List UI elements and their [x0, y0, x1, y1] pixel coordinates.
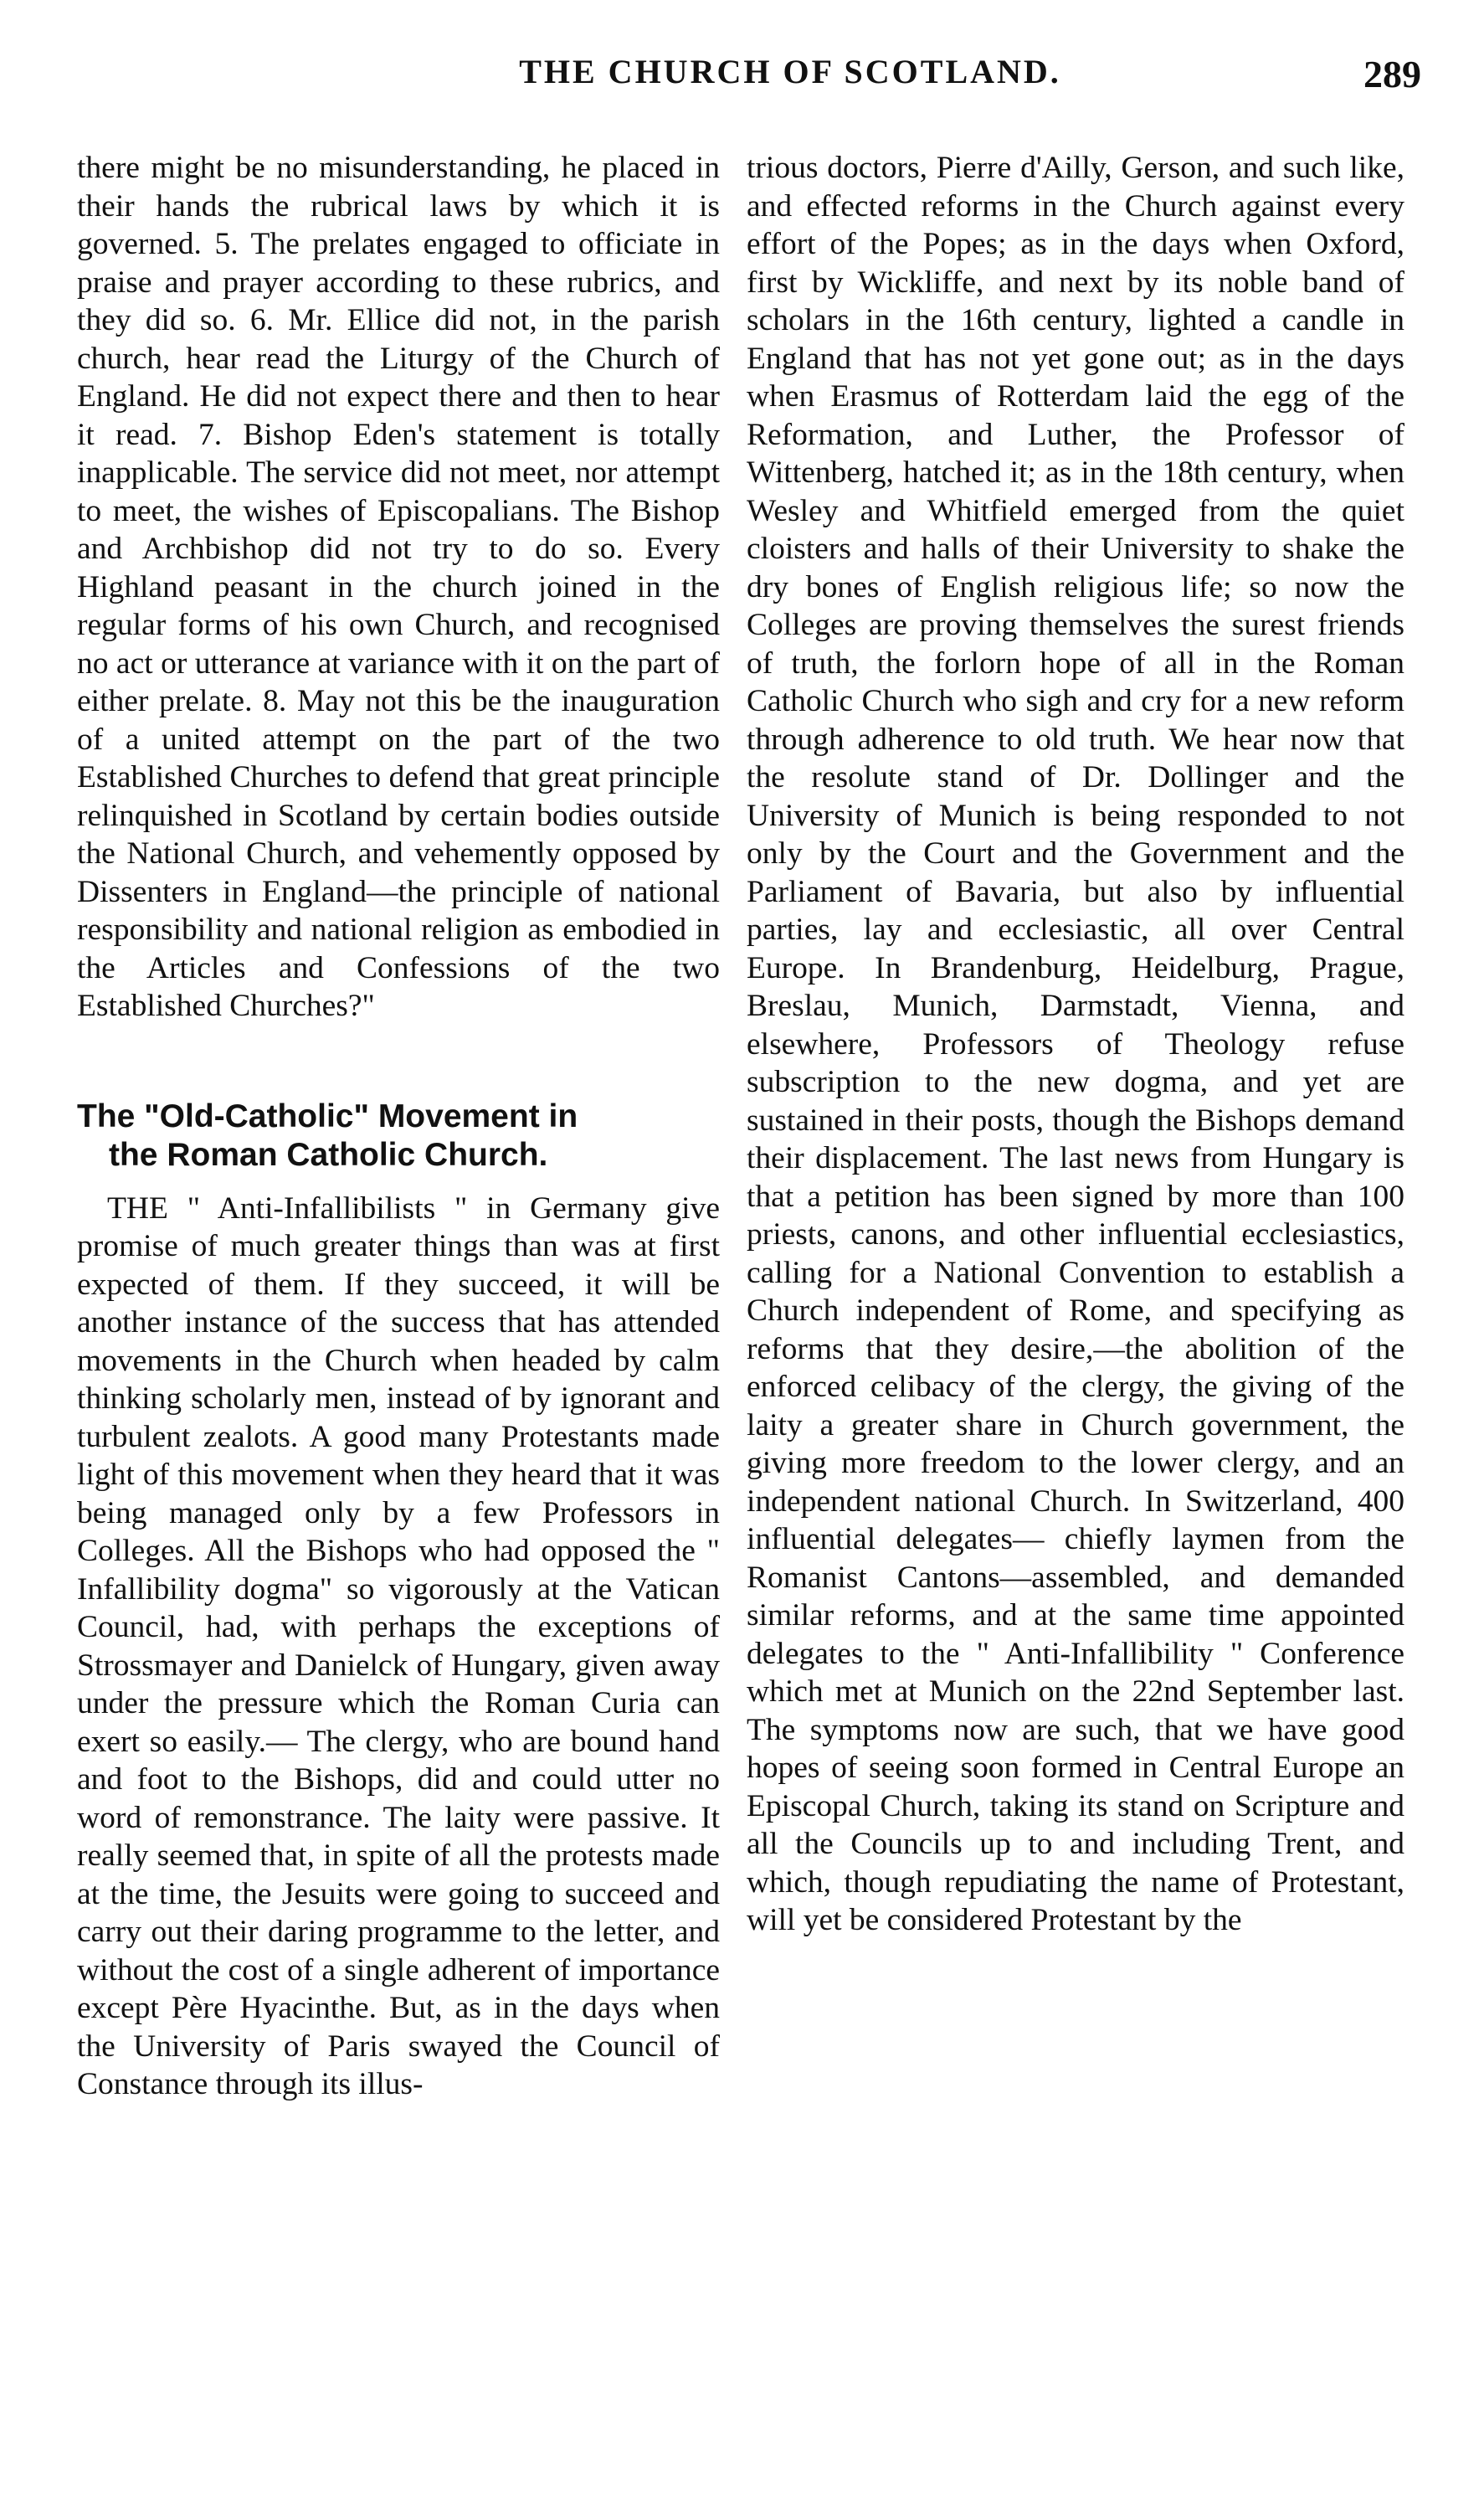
continuation-paragraph: there might be no misunderstanding, he placed in their hands the rubrical laws by which it is governed. 5. The prelates engaged to officiate in praise and prayer according to these rubrics, and they did so. 6. Mr. Ellice did not, in the parish church, hear read the Liturgy of the Church of England. He did not expect there and then to hear it read. 7. Bishop Eden's statement is totally inapplicable. The service did not meet, nor attempt to meet, the wishes of Episcopalians. The Bishop and Archbishop did not try to do so. Every Highland peasant in the church joined in the regular forms of his own Church, and recognised no act or utterance at variance with it on the part of either prelate. 8. May not this be the inauguration of a united attempt on the part of the two Established Churches to defend that great principle relinquished in Scotland by certain bodies outside the National Church, and vehemently opposed by Dissenters in England—the principle of national responsibility and national religion as embodied in the Articles and Confessions of the two Established Churches?"	[77, 151, 720, 1023]
section-heading	[77, 1098, 720, 1175]
page-number: 289	[1363, 53, 1421, 95]
section-heading-line1: The "Old-Catholic" Movement in	[77, 1098, 578, 1134]
section-heading-line2: the Roman Catholic Church.	[109, 1136, 548, 1173]
running-head	[159, 52, 1421, 102]
running-title: THE CHURCH OF SCOTLAND.	[519, 53, 1061, 90]
article-paragraph-left: THE " Anti-Infallibilists " in Germany give promise of much greater things than was at first expected of them. If they succeed, it will be another instance of the success that has attended movements in the Church when headed by calm thinking scholarly men, instead of by ignorant and turbulent zealots. A good many Protestants made light of this movement when they heard that it was being managed only by a few Professors in Colleges. All the Bishops who had opposed the " Infallibility dogma" so vigorously at the Vatican Council, had, with perhaps the exceptions of Strossmayer and Danielck of Hungary, given away under the pressure which the Roman Curia can exert so easily.— The clergy, who are bound hand and foot to the Bishops, did and could utter no word of remonstrance. The laity were passive. It really seemed that, in spite of all the protests made at the time, the Jesuits were going to succeed and carry out their daring programme to the letter, and without the cost of a single adherent of importance except Père Hyacinthe. But, as in the days when the University of Paris swayed the Council of Constance through its illus-	[77, 1190, 720, 2101]
left-column	[77, 149, 720, 2104]
article-paragraph-right: trious doctors, Pierre d'Ailly, Gerson, and such like, and effected reforms in the Church against every effort of the Popes; as in the days when Oxford, first by Wickliffe, and next by its noble band of scholars in the 16th century, lighted a candle in England that has not yet gone out; as in the days when Erasmus of Rotterdam laid the egg of the Reformation, and Luther, the Professor of Wittenberg, hatched it; as in the 18th century, when Wesley and Whitfield emerged from the quiet cloisters and halls of their University to shake the dry bones of English religious life; so now the Colleges are proving themselves the surest friends of truth, the forlorn hope of all in the Roman Catholic Church who sigh and cry for a new reform through adherence to old truth. We hear now that the resolute stand of Dr. Dollinger and the University of Munich is being responded to not only by the Court and the Government and the Parliament of Bavaria, but also by influential parties, lay and ecclesiastic, all over Central Europe. In Brandenburg, Heidelburg, Prague, Breslau, Munich, Darmstadt, Vienna, and elsewhere, Professors of Theology refuse subscription to the new dogma, and yet are sustained in their posts, though the Bishops demand their displacement. The last news from Hungary is that a petition has been signed by more than 100 priests, canons, and other influential ecclesiastics, calling for a National Convention to establish a Church independent of Rome, and specifying as reforms that they desire,—the abolition of the enforced celibacy of the clergy, the giving of the laity a greater share in Church government, the giving more freedom to the lower clergy, and an independent national Church. In Switzerland, 400 influential delegates— chiefly laymen from the Romanist Cantons—assembled, and demanded similar reforms, and at the same time appointed delegates to the " Anti-Infallibility " Conference which met at Munich on the 22nd September last. The symptoms now are such, that we have good hopes of seeing soon formed in Central Europe an Episcopal Church, taking its stand on Scripture and all the Councils up to and including Trent, and which, though repudiating the name of Protestant, will yet be considered Protestant by the	[747, 151, 1404, 1937]
right-column	[747, 149, 1404, 1940]
